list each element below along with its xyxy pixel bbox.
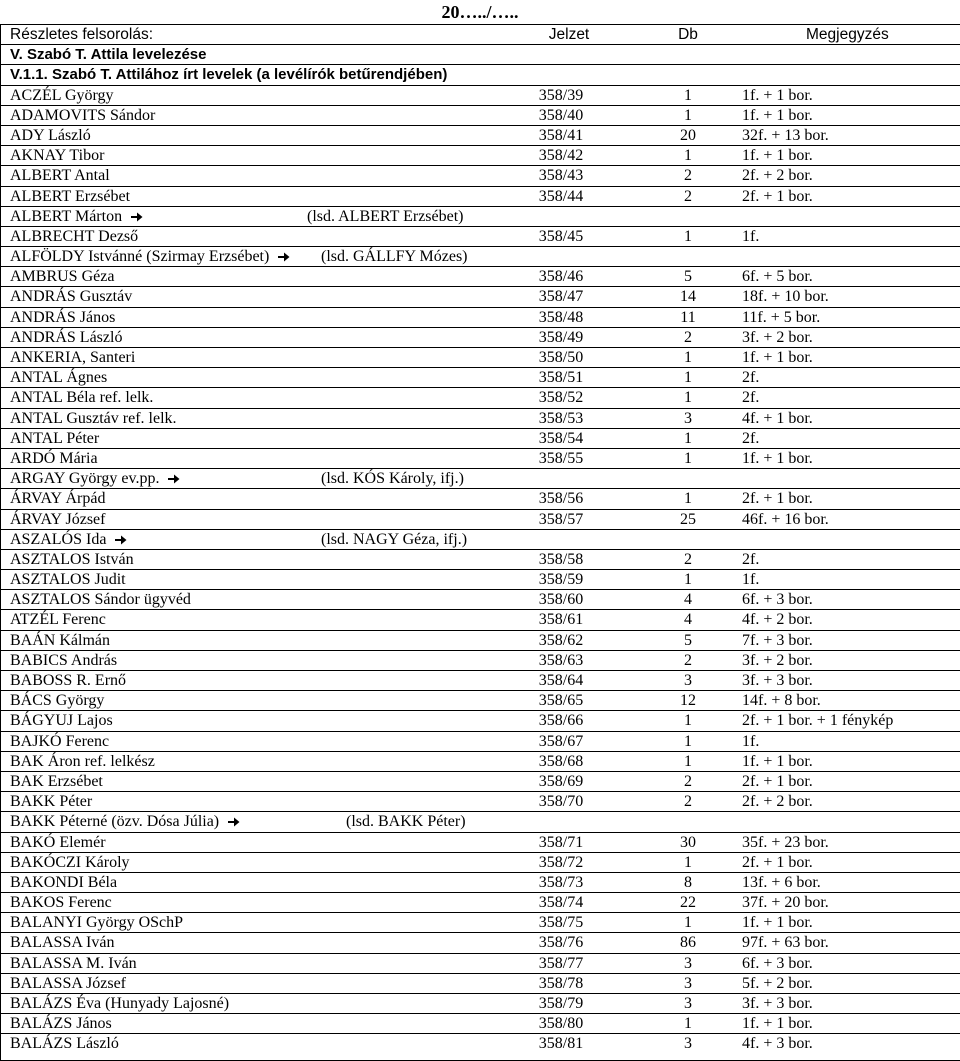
- row-note: 2f. + 1 bor.: [742, 772, 813, 790]
- row-note: 1f.: [742, 227, 760, 245]
- row-note: 6f. + 3 bor.: [742, 954, 813, 972]
- row-jelzet: 358/41: [538, 126, 584, 144]
- table-row: [1, 973, 960, 993]
- row-db: 1: [684, 147, 692, 165]
- row-db: 1: [684, 429, 692, 447]
- row-note: 4f. + 2 bor.: [742, 611, 813, 629]
- row-name: ALFÖLDY Istvánné (Szirmay Erzsébet): [10, 248, 270, 266]
- row-name: BAKK Péter: [10, 793, 93, 811]
- row-jelzet: 358/62: [538, 631, 584, 649]
- row-jelzet: 358/81: [538, 1035, 584, 1053]
- row-jelzet: 358/74: [538, 894, 584, 912]
- row-name: ANDRÁS Gusztáv: [10, 288, 133, 306]
- row-db: 4: [684, 591, 692, 609]
- table-row: [1, 832, 960, 852]
- row-db: 1: [684, 712, 692, 730]
- listing-table: [0, 24, 960, 1061]
- table-row: [1, 327, 960, 347]
- row-name: ASZTALOS Sándor ügyvéd: [10, 591, 191, 609]
- row-jelzet: 358/66: [538, 712, 584, 730]
- row-db: 3: [684, 672, 692, 689]
- row-db: 1: [684, 106, 692, 124]
- row-db: 3: [684, 1035, 692, 1053]
- table-row: [1, 751, 960, 771]
- row-name: ACZÉL György: [10, 86, 114, 104]
- row-note: 46f. + 16 bor.: [742, 510, 829, 528]
- row-note: 4f. + 3 bor.: [742, 1035, 813, 1053]
- table-row: [1, 529, 960, 549]
- row-jelzet: 358/79: [538, 995, 584, 1012]
- row-name: BAKONDI Béla: [10, 873, 118, 891]
- table-row: [1, 811, 960, 831]
- row-db: 3: [684, 409, 692, 427]
- table-header: [1, 24, 960, 44]
- row-db: 1: [684, 732, 692, 750]
- row-db: 8: [684, 873, 692, 891]
- row-db: 2: [684, 187, 692, 205]
- row-db: 1: [684, 571, 692, 589]
- row-note: 1f. + 1 bor.: [742, 106, 813, 124]
- table-row: [1, 165, 960, 185]
- row-name: ANTAL Ágnes: [10, 369, 108, 387]
- row-name: ANTAL Gusztáv ref. lelk.: [10, 409, 177, 427]
- row-note: 2f.: [742, 429, 760, 447]
- table-row: [1, 650, 960, 670]
- row-db: 1: [684, 1015, 692, 1033]
- row-jelzet: 358/77: [538, 954, 584, 972]
- table-row: [1, 105, 960, 125]
- subsection-title-text: V.1.1. Szabó T. Attilához írt levelek (a levélírók betűrendjében): [10, 66, 448, 84]
- row-note: 3f. + 3 bor.: [742, 672, 813, 689]
- table-row: [1, 912, 960, 932]
- row-jelzet: 358/73: [538, 873, 584, 891]
- row-note: 3f. + 2 bor.: [742, 328, 813, 346]
- row-note: 2f. + 2 bor.: [742, 793, 813, 811]
- row-name: BALASSA M. Iván: [10, 954, 137, 972]
- row-jelzet: 358/43: [538, 167, 584, 185]
- row-jelzet: 358/69: [538, 772, 584, 790]
- row-name: ASZTALOS Judit: [10, 571, 126, 589]
- table-row: [1, 630, 960, 650]
- table-row: [1, 347, 960, 367]
- row-name: ÁRVAY József: [10, 510, 106, 528]
- row-jelzet: 358/45: [538, 227, 584, 245]
- row-note: 2f. + 1 bor.: [742, 187, 813, 205]
- row-note: 1f. + 1 bor.: [742, 349, 813, 366]
- row-jelzet: 358/47: [538, 288, 584, 306]
- table-row: [1, 1013, 960, 1033]
- row-name: BABICS András: [10, 651, 118, 669]
- row-db: 3: [684, 995, 692, 1012]
- row-note: 2f. + 1 bor.: [742, 853, 813, 871]
- row-db: 3: [684, 954, 692, 972]
- table-row: [1, 145, 960, 165]
- row-note: 6f. + 3 bor.: [742, 591, 813, 609]
- table-row: [1, 266, 960, 286]
- header-jelzet: Jelzet: [548, 26, 590, 43]
- row-name: AMBRUS Géza: [10, 268, 115, 286]
- row-db: 1: [684, 853, 692, 871]
- row-jelzet: 358/42: [538, 147, 584, 165]
- table-row: [1, 246, 960, 266]
- row-jelzet: 358/44: [538, 187, 584, 205]
- row-name: ALBRECHT Dezső: [10, 227, 139, 245]
- row-jelzet: 358/52: [538, 389, 584, 407]
- row-note: 3f. + 3 bor.: [742, 995, 813, 1012]
- row-note: 2f. + 2 bor.: [742, 167, 813, 185]
- table-row: [1, 367, 960, 387]
- row-jelzet: 358/68: [538, 752, 584, 770]
- row-jelzet: 358/65: [538, 692, 584, 710]
- table-row: [1, 206, 960, 226]
- row-note: 18f. + 10 bor.: [742, 288, 829, 306]
- row-name: ANDRÁS László: [10, 328, 123, 346]
- section-title-text: V. Szabó T. Attila levelezése: [10, 46, 207, 64]
- row-jelzet: 358/48: [538, 308, 584, 326]
- subsection-title: [1, 64, 960, 84]
- row-db: 1: [684, 349, 692, 366]
- row-name: ANTAL Péter: [10, 429, 100, 447]
- row-jelzet: 358/54: [538, 429, 584, 447]
- arrow-right-icon: [277, 250, 291, 264]
- row-db: 2: [684, 167, 692, 185]
- row-name: BAKOS Ferenc: [10, 894, 112, 912]
- row-name: ASZALÓS Ida: [10, 530, 107, 548]
- table-body: [1, 85, 960, 1054]
- table-row: [1, 791, 960, 811]
- row-db: 22: [680, 894, 696, 912]
- row-name: BÁCS György: [10, 692, 105, 710]
- row-note: 2f.: [742, 389, 760, 407]
- table-row: [1, 448, 960, 468]
- cross-reference: (lsd. ALBERT Erzsébet): [307, 207, 464, 225]
- row-note: 14f. + 8 bor.: [742, 692, 821, 710]
- row-note: 6f. + 5 bor.: [742, 268, 813, 286]
- row-db: 1: [684, 86, 692, 104]
- table-row: [1, 589, 960, 609]
- row-jelzet: 358/63: [538, 651, 584, 669]
- table-row: [1, 387, 960, 407]
- row-note: 11f. + 5 bor.: [742, 308, 821, 326]
- table-row: [1, 670, 960, 690]
- row-jelzet: 358/71: [538, 833, 584, 851]
- row-note: 35f. + 23 bor.: [742, 833, 829, 851]
- row-name: BALÁZS László: [10, 1035, 119, 1053]
- row-jelzet: 358/61: [538, 611, 584, 629]
- row-db: 2: [684, 651, 692, 669]
- row-name: BAKÓ Elemér: [10, 833, 106, 851]
- page-number: 20…../…..: [441, 2, 519, 22]
- row-name: ANKERIA, Santeri: [10, 349, 136, 366]
- row-jelzet: 358/56: [538, 490, 584, 508]
- row-note: 1f.: [742, 571, 760, 589]
- header-note: Megjegyzés: [806, 26, 889, 43]
- row-note: 1f. + 1 bor.: [742, 449, 813, 467]
- row-name: ALBERT Erzsébet: [10, 187, 131, 205]
- row-jelzet: 358/40: [538, 106, 584, 124]
- row-jelzet: 358/72: [538, 853, 584, 871]
- row-jelzet: 358/59: [538, 571, 584, 589]
- row-note: 13f. + 6 bor.: [742, 873, 821, 891]
- row-jelzet: 358/39: [538, 86, 584, 104]
- table-row: [1, 488, 960, 508]
- table-row: [1, 408, 960, 428]
- row-jelzet: 358/64: [538, 672, 584, 689]
- row-name: ANTAL Béla ref. lelk.: [10, 389, 154, 407]
- table-row: [1, 710, 960, 730]
- row-name: BALANYI György OSchP: [10, 914, 184, 932]
- table-row: [1, 690, 960, 710]
- cross-reference: (lsd. KÓS Károly, ifj.): [321, 470, 464, 488]
- row-jelzet: 358/53: [538, 409, 584, 427]
- row-name: BAK Erzsébet: [10, 772, 103, 790]
- row-note: 1f.: [742, 732, 760, 750]
- row-db: 4: [684, 611, 692, 629]
- table-row: [1, 428, 960, 448]
- row-jelzet: 358/50: [538, 349, 584, 366]
- table-row: [1, 569, 960, 589]
- row-note: 2f. + 1 bor.: [742, 490, 813, 508]
- row-name: ARDÓ Mária: [10, 449, 98, 467]
- row-db: 2: [684, 328, 692, 346]
- row-db: 5: [684, 631, 692, 649]
- row-db: 86: [680, 934, 696, 952]
- table-row: [1, 852, 960, 872]
- row-note: 5f. + 2 bor.: [742, 974, 813, 992]
- row-name: ASZTALOS István: [10, 550, 134, 568]
- cross-reference: (lsd. GÁLLFY Mózes): [321, 248, 468, 266]
- row-note: 1f. + 1 bor.: [742, 914, 813, 932]
- table-row: [1, 307, 960, 327]
- row-db: 3: [684, 974, 692, 992]
- row-note: 4f. + 1 bor.: [742, 409, 813, 427]
- row-note: 2f.: [742, 369, 760, 387]
- row-jelzet: 358/76: [538, 934, 584, 952]
- row-jelzet: 358/46: [538, 268, 584, 286]
- row-note: 1f. + 1 bor.: [742, 1015, 813, 1033]
- row-name: BAKÓCZI Károly: [10, 853, 130, 871]
- row-note: 32f. + 13 bor.: [742, 126, 829, 144]
- table-row: [1, 731, 960, 751]
- table-row: [1, 609, 960, 629]
- row-jelzet: 358/51: [538, 369, 584, 387]
- row-note: 2f.: [742, 550, 760, 568]
- table-row: [1, 892, 960, 912]
- row-jelzet: 358/58: [538, 550, 584, 568]
- table-row: [1, 549, 960, 569]
- table-row: [1, 1033, 960, 1053]
- row-note: 37f. + 20 bor.: [742, 894, 829, 912]
- table-row: [1, 872, 960, 892]
- row-name: BALÁZS Éva (Hunyady Lajosné): [10, 995, 230, 1012]
- row-db: 1: [684, 449, 692, 467]
- row-db: 1: [684, 369, 692, 387]
- row-name: AKNAY Tibor: [10, 147, 105, 165]
- row-db: 2: [684, 772, 692, 790]
- row-name: ADAMOVITS Sándor: [10, 106, 156, 124]
- row-db: 11: [680, 308, 696, 326]
- row-db: 2: [684, 550, 692, 568]
- row-name: BALASSA József: [10, 974, 127, 992]
- row-db: 1: [684, 227, 692, 245]
- row-jelzet: 358/80: [538, 1015, 584, 1033]
- header-name: Részletes felsorolás:: [10, 26, 154, 43]
- row-db: 1: [684, 914, 692, 932]
- row-db: 2: [684, 793, 692, 811]
- row-jelzet: 358/49: [538, 328, 584, 346]
- cross-reference: (lsd. NAGY Géza, ifj.): [321, 530, 468, 548]
- row-db: 1: [684, 490, 692, 508]
- row-jelzet: 358/67: [538, 732, 584, 750]
- row-note: 1f. + 1 bor.: [742, 86, 813, 104]
- row-db: 14: [680, 288, 696, 306]
- row-name: ÁRVAY Árpád: [10, 490, 106, 508]
- row-jelzet: 358/70: [538, 793, 584, 811]
- row-name: BALASSA Iván: [10, 934, 115, 952]
- table-row: [1, 468, 960, 488]
- row-name: BÁGYUJ Lajos: [10, 712, 113, 730]
- row-name: BALÁZS János: [10, 1015, 112, 1033]
- row-name: ALBERT Márton: [10, 207, 123, 225]
- row-note: 2f. + 1 bor. + 1 fénykép: [742, 712, 894, 730]
- row-jelzet: 358/60: [538, 591, 584, 609]
- table-row: [1, 125, 960, 145]
- row-name: BAKK Péterné (özv. Dósa Júlia): [10, 813, 220, 831]
- table-row: [1, 286, 960, 306]
- table-row: [1, 932, 960, 952]
- header-db: Db: [678, 26, 698, 43]
- row-jelzet: 358/75: [538, 914, 584, 932]
- arrow-right-icon: [227, 815, 241, 829]
- row-name: BAÁN Kálmán: [10, 631, 110, 649]
- row-db: 25: [680, 510, 696, 528]
- table-row: [1, 85, 960, 105]
- row-note: 1f. + 1 bor.: [742, 147, 813, 165]
- table-row: [1, 953, 960, 973]
- row-name: ARGAY György ev.pp.: [10, 470, 160, 488]
- table-row: [1, 771, 960, 791]
- row-name: BAK Áron ref. lelkész: [10, 752, 155, 770]
- row-db: 5: [684, 268, 692, 286]
- arrow-right-icon: [167, 472, 181, 486]
- row-name: BAJKÓ Ferenc: [10, 732, 110, 750]
- row-db: 20: [680, 126, 696, 144]
- arrow-right-icon: [130, 210, 144, 224]
- row-jelzet: 358/57: [538, 510, 584, 528]
- row-note: 97f. + 63 bor.: [742, 934, 829, 952]
- row-db: 1: [684, 752, 692, 770]
- row-name: ALBERT Antal: [10, 167, 110, 185]
- row-db: 12: [680, 692, 696, 710]
- row-jelzet: 358/78: [538, 974, 584, 992]
- table-row: [1, 186, 960, 206]
- row-note: 1f. + 1 bor.: [742, 752, 813, 770]
- section-title: [1, 44, 960, 64]
- row-name: ANDRÁS János: [10, 308, 116, 326]
- row-note: 3f. + 2 bor.: [742, 651, 813, 669]
- row-name: ATZÉL Ferenc: [10, 611, 106, 629]
- row-name: BABOSS R. Ernő: [10, 672, 127, 689]
- row-note: 7f. + 3 bor.: [742, 631, 813, 649]
- row-db: 30: [680, 833, 696, 851]
- table-row: [1, 509, 960, 529]
- table-row: [1, 993, 960, 1013]
- row-jelzet: 358/55: [538, 449, 584, 467]
- arrow-right-icon: [114, 533, 128, 547]
- row-name: ADY László: [10, 126, 91, 144]
- row-db: 1: [684, 389, 692, 407]
- cross-reference: (lsd. BAKK Péter): [346, 813, 466, 831]
- table-row: [1, 226, 960, 246]
